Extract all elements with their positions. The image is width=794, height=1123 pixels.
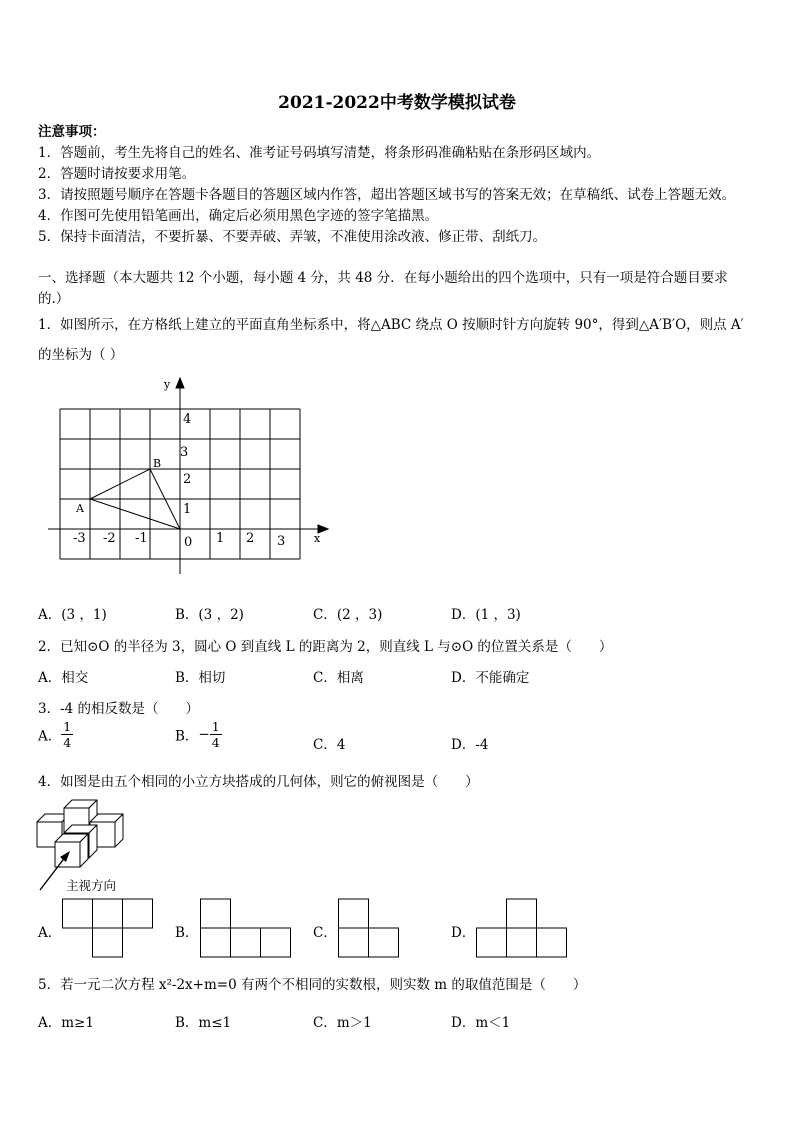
x-tick-neg2: -2 (103, 531, 116, 546)
q5-option-a: A．m≥1 (38, 1015, 94, 1031)
q3-option-c: C．4 (313, 737, 346, 753)
q3-option-a (38, 719, 73, 750)
q4-option-a-label: A． (38, 925, 62, 941)
q5-text: 5．若一元二次方程 x²-2x+m=0 有两个不相同的实数根，则实数 m 的取值范围是（ ） (38, 977, 587, 993)
q3-option-b (175, 719, 222, 750)
q4-option-b-label: B． (175, 925, 199, 941)
x-tick-0: 0 (184, 535, 193, 550)
q5-option-c: C．m＞1 (313, 1015, 372, 1031)
notice-heading: 注意事项： (38, 124, 106, 140)
x-tick-3: 3 (277, 534, 286, 549)
q3-option-b-label: B． (175, 728, 199, 745)
notice-item-3: 3．请按照题号顺序在答题卡各题目的答题区域内作答，超出答题区域书写的答案无效；在草稿纸、试卷上答题无效。 (38, 187, 736, 203)
label-point-b: B (153, 457, 162, 470)
q3-option-b-denominator: 4 (211, 735, 220, 750)
notice-item-5: 5．保持卡面清洁，不要折暴、不要弄破、弄皱，不准使用涂改液、修正带、刮纸刀。 (38, 229, 547, 245)
q5-option-b: B．m≤1 (175, 1015, 232, 1031)
q1-coordinate-figure (40, 372, 340, 582)
q3-text: 3．-4 的相反数是（ ） (38, 701, 200, 717)
q2-option-c: C．相离 (313, 670, 364, 686)
q1-option-a: A．(3 ，1) (38, 607, 107, 623)
x-tick-1: 1 (216, 531, 225, 546)
q2-option-d: D．不能确定 (451, 670, 530, 686)
q4-option-d-label: D． (451, 925, 476, 941)
q2-text: 2．已知⊙O 的半径为 3，圆心 O 到直线 L 的距离为 2，则直线 L 与⊙O 的位置关系是（ ） (38, 639, 613, 655)
q3-option-b-sign: − (198, 726, 210, 743)
q2-option-a: A．相交 (38, 670, 89, 686)
notice-item-2: 2．答题时请按要求用笔。 (38, 166, 196, 182)
x-tick-neg3: -3 (73, 531, 86, 546)
x-tick-neg1: -1 (135, 531, 148, 546)
q2-option-b: B．相切 (175, 670, 226, 686)
notice-item-4: 4．作图可先使用铅笔画出，确定后必须用黑色字迹的签字笔描黑。 (38, 208, 439, 224)
section-heading-line-2: 的.） (38, 291, 70, 307)
q3-option-b-numerator: 1 (211, 719, 220, 734)
q3-option-a-numerator: 1 (63, 719, 72, 734)
q4-option-b-figure (200, 898, 292, 958)
q4-option-c-figure (338, 898, 400, 958)
q3-option-a-fraction (61, 719, 73, 750)
q4-option-c-label: C． (313, 925, 337, 941)
x-tick-2: 2 (246, 531, 255, 546)
q1-text-line-2: 的坐标为（ ） (38, 347, 124, 363)
q4-view-label: 主视方向 (66, 878, 117, 893)
q4-option-a-figure (62, 898, 154, 958)
label-axis-x: x (314, 532, 321, 545)
q4-text: 4．如图是由五个相同的小立方块搭成的几何体，则它的俯视图是（ ） (38, 774, 479, 790)
y-tick-3: 3 (180, 445, 189, 460)
q4-option-d-figure (476, 898, 568, 958)
q5-option-d: D．m＜1 (451, 1015, 511, 1031)
y-tick-2: 2 (183, 472, 192, 487)
q1-text-line-1: 1．如图所示，在方格纸上建立的平面直角坐标系中，将△ABC 绕点 O 按顺时针方向旋转 90°，得到△A′B′O，则点 A′ (38, 317, 744, 333)
q1-option-c: C．(2 ，3) (313, 607, 383, 623)
section-heading-line-1: 一、选择题（本大题共 12 个小题，每小题 4 分，共 48 分．在每小题给出的四个选项中，只有一项是符合题目要求 (38, 270, 728, 286)
view-direction-arrow (40, 856, 66, 890)
q3-option-d: D．-4 (451, 737, 489, 753)
label-point-a: A (76, 502, 84, 515)
label-axis-y: y (164, 378, 171, 391)
q3-option-b-fraction (210, 719, 222, 750)
notice-item-1: 1．答题前，考生先将自己的姓名、准考证号码填写清楚，将条形码准确粘贴在条形码区域内。 (38, 145, 601, 161)
y-tick-4: 4 (183, 412, 192, 427)
page-title: 2021-2022中考数学模拟试卷 (278, 93, 516, 113)
q1-option-b: B．(3 ，2) (175, 607, 244, 623)
y-tick-1: 1 (183, 502, 192, 517)
q3-option-a-label: A． (38, 728, 62, 745)
q1-option-d: D．(1 ，3) (451, 607, 521, 623)
q3-option-a-denominator: 4 (63, 735, 72, 750)
y-axis-arrow-icon (176, 378, 184, 388)
